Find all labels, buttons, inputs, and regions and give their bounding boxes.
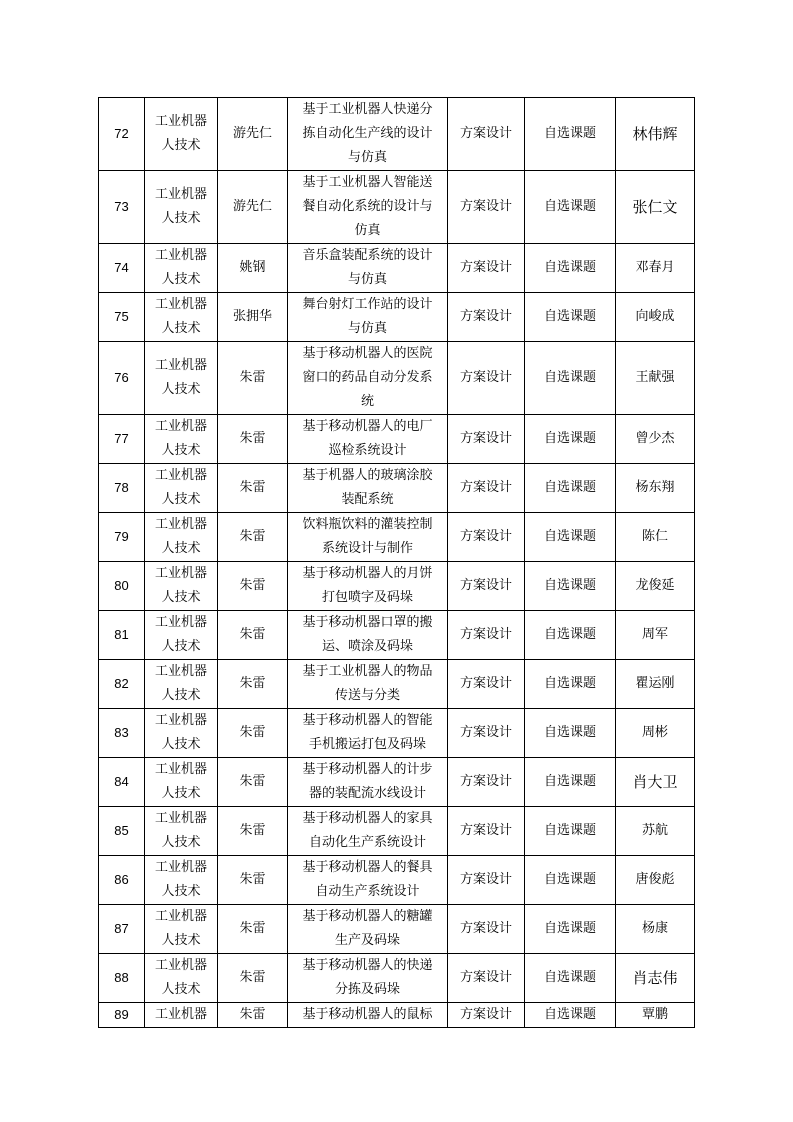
row-number bbox=[99, 415, 145, 464]
topic-source-cell bbox=[525, 293, 616, 342]
topic-type-cell bbox=[448, 244, 525, 293]
student-cell bbox=[616, 905, 695, 954]
student-cell-text: 苏航 bbox=[641, 823, 668, 838]
major-cell-text: 工业机器 人技术 bbox=[154, 566, 207, 605]
row-number bbox=[99, 905, 145, 954]
student-cell bbox=[616, 171, 695, 244]
row-number-text: 76 bbox=[114, 370, 129, 385]
topic-type-cell bbox=[448, 171, 525, 244]
major-cell bbox=[145, 244, 218, 293]
student-cell bbox=[616, 562, 695, 611]
row-number-text: 86 bbox=[114, 872, 129, 887]
teacher-cell-text: 朱雷 bbox=[239, 725, 266, 740]
topic-title-cell bbox=[288, 758, 448, 807]
topic-source-cell-text: 自选课题 bbox=[543, 578, 596, 593]
table-row bbox=[99, 415, 695, 464]
row-number bbox=[99, 709, 145, 758]
teacher-cell bbox=[218, 342, 288, 415]
row-number bbox=[99, 513, 145, 562]
teacher-cell bbox=[218, 562, 288, 611]
topic-title-cell bbox=[288, 807, 448, 856]
topic-title-cell-text: 基于移动机器人的快递 分拣及码垛 bbox=[302, 958, 433, 997]
major-cell-text: 工业机器 人技术 bbox=[154, 517, 207, 556]
topic-source-cell-text: 自选课题 bbox=[543, 529, 596, 544]
major-cell bbox=[145, 98, 218, 171]
topic-type-cell-text: 方案设计 bbox=[459, 872, 512, 887]
row-number-text: 74 bbox=[114, 260, 129, 275]
student-cell-text: 王献强 bbox=[635, 370, 675, 385]
topic-title-cell bbox=[288, 98, 448, 171]
major-cell bbox=[145, 415, 218, 464]
topic-source-cell bbox=[525, 1003, 616, 1028]
topic-title-cell-text: 基于工业机器人智能送 餐自动化系统的设计与 仿真 bbox=[302, 175, 433, 238]
table-row bbox=[99, 905, 695, 954]
table-row bbox=[99, 98, 695, 171]
topic-type-cell-text: 方案设计 bbox=[459, 480, 512, 495]
table-row bbox=[99, 709, 695, 758]
topic-title-cell-text: 饮料瓶饮料的灌装控制 系统设计与制作 bbox=[302, 517, 433, 556]
topic-source-cell-text: 自选课题 bbox=[543, 823, 596, 838]
major-cell bbox=[145, 293, 218, 342]
row-number bbox=[99, 244, 145, 293]
student-cell bbox=[616, 807, 695, 856]
topic-title-cell bbox=[288, 513, 448, 562]
topic-type-cell bbox=[448, 415, 525, 464]
teacher-cell-text: 姚钢 bbox=[239, 260, 266, 275]
teacher-cell-text: 朱雷 bbox=[239, 676, 266, 691]
topic-title-cell-text: 舞台射灯工作站的设计 与仿真 bbox=[302, 297, 433, 336]
row-number bbox=[99, 293, 145, 342]
student-cell-text: 周彬 bbox=[641, 725, 668, 740]
table-row bbox=[99, 954, 695, 1003]
student-cell-text: 向峻成 bbox=[635, 309, 675, 324]
topic-title-cell-text: 基于机器人的玻璃涂胶 装配系统 bbox=[302, 468, 433, 507]
topic-title-cell bbox=[288, 856, 448, 905]
student-cell-text: 唐俊彪 bbox=[635, 872, 675, 887]
teacher-cell bbox=[218, 244, 288, 293]
topic-type-cell bbox=[448, 660, 525, 709]
topic-title-cell-text: 基于移动机器人的月饼 打包喷字及码垛 bbox=[302, 566, 433, 605]
student-cell bbox=[616, 954, 695, 1003]
student-cell bbox=[616, 709, 695, 758]
topic-title-cell-text: 基于工业机器人的物品 传送与分类 bbox=[302, 664, 433, 703]
student-cell-text: 肖大卫 bbox=[632, 773, 678, 791]
topic-type-cell bbox=[448, 1003, 525, 1028]
major-cell-text: 工业机器 人技术 bbox=[154, 762, 207, 801]
topic-type-cell-text: 方案设计 bbox=[459, 199, 512, 214]
topic-source-cell bbox=[525, 464, 616, 513]
topic-title-cell-text: 基于移动机器人的医院 窗口的药品自动分发系 统 bbox=[302, 346, 433, 409]
row-number-text: 73 bbox=[114, 199, 129, 214]
topic-title-cell bbox=[288, 660, 448, 709]
student-cell-text: 龙俊延 bbox=[635, 578, 675, 593]
topic-title-cell-text: 基于移动机器口罩的搬 运、喷涂及码垛 bbox=[302, 615, 433, 654]
topic-type-cell bbox=[448, 98, 525, 171]
teacher-cell-text: 朱雷 bbox=[239, 480, 266, 495]
student-cell-text: 覃鹏 bbox=[641, 1007, 668, 1022]
topic-type-cell-text: 方案设计 bbox=[459, 578, 512, 593]
teacher-cell bbox=[218, 464, 288, 513]
major-cell-text: 工业机器 人技术 bbox=[154, 713, 207, 752]
topic-type-cell-text: 方案设计 bbox=[459, 921, 512, 936]
student-cell-text: 杨东翔 bbox=[635, 480, 675, 495]
topic-source-cell bbox=[525, 758, 616, 807]
student-cell-text: 瞿运刚 bbox=[635, 676, 675, 691]
major-cell-text: 工业机器 人技术 bbox=[154, 860, 207, 899]
major-cell bbox=[145, 660, 218, 709]
teacher-cell-text: 朱雷 bbox=[239, 431, 266, 446]
student-cell-text: 张仁文 bbox=[632, 198, 678, 216]
topic-source-cell bbox=[525, 98, 616, 171]
major-cell bbox=[145, 807, 218, 856]
topic-source-cell bbox=[525, 244, 616, 293]
row-number-text: 85 bbox=[114, 823, 129, 838]
topic-type-cell-text: 方案设计 bbox=[459, 970, 512, 985]
major-cell bbox=[145, 464, 218, 513]
topic-source-cell bbox=[525, 807, 616, 856]
topic-type-cell-text: 方案设计 bbox=[459, 529, 512, 544]
topic-source-cell bbox=[525, 513, 616, 562]
teacher-cell bbox=[218, 513, 288, 562]
topic-type-cell-text: 方案设计 bbox=[459, 823, 512, 838]
major-cell bbox=[145, 905, 218, 954]
major-cell-text: 工业机器 人技术 bbox=[154, 909, 207, 948]
student-cell-text: 陈仁 bbox=[641, 529, 668, 544]
teacher-cell bbox=[218, 807, 288, 856]
topic-title-cell bbox=[288, 415, 448, 464]
topic-type-cell bbox=[448, 464, 525, 513]
topic-type-cell bbox=[448, 342, 525, 415]
topic-source-cell bbox=[525, 171, 616, 244]
student-cell bbox=[616, 1003, 695, 1028]
row-number bbox=[99, 464, 145, 513]
topic-source-cell bbox=[525, 562, 616, 611]
topic-title-cell-text: 基于移动机器人的计步 器的装配流水线设计 bbox=[302, 762, 433, 801]
major-cell-text: 工业机器 人技术 bbox=[154, 615, 207, 654]
student-cell bbox=[616, 464, 695, 513]
major-cell-text: 工业机器 人技术 bbox=[154, 358, 207, 397]
topic-source-cell bbox=[525, 342, 616, 415]
topic-type-cell-text: 方案设计 bbox=[459, 431, 512, 446]
major-cell-text: 工业机器 人技术 bbox=[154, 958, 207, 997]
teacher-cell-text: 朱雷 bbox=[239, 529, 266, 544]
table-row bbox=[99, 171, 695, 244]
major-cell-text: 工业机器 人技术 bbox=[154, 187, 207, 226]
teacher-cell-text: 朱雷 bbox=[239, 921, 266, 936]
topic-type-cell-text: 方案设计 bbox=[459, 725, 512, 740]
topic-type-cell bbox=[448, 856, 525, 905]
student-cell bbox=[616, 611, 695, 660]
teacher-cell bbox=[218, 171, 288, 244]
major-cell bbox=[145, 171, 218, 244]
topic-title-cell bbox=[288, 464, 448, 513]
topic-source-cell-text: 自选课题 bbox=[543, 921, 596, 936]
topic-source-cell-text: 自选课题 bbox=[543, 676, 596, 691]
topic-type-cell-text: 方案设计 bbox=[459, 676, 512, 691]
table-row bbox=[99, 244, 695, 293]
student-cell bbox=[616, 98, 695, 171]
table-row bbox=[99, 856, 695, 905]
topic-title-cell-text: 基于移动机器人的糖罐 生产及码垛 bbox=[302, 909, 433, 948]
topic-source-cell-text: 自选课题 bbox=[543, 872, 596, 887]
table-row bbox=[99, 660, 695, 709]
row-number bbox=[99, 611, 145, 660]
table-body bbox=[99, 98, 695, 1028]
topic-type-cell bbox=[448, 293, 525, 342]
major-cell bbox=[145, 513, 218, 562]
major-cell-text: 工业机器 人技术 bbox=[154, 297, 207, 336]
major-cell-text: 工业机器 人技术 bbox=[154, 468, 207, 507]
row-number bbox=[99, 758, 145, 807]
row-number-text: 79 bbox=[114, 529, 129, 544]
major-cell-text: 工业机器 bbox=[154, 1007, 207, 1022]
thesis-topic-table bbox=[98, 97, 695, 1028]
topic-source-cell-text: 自选课题 bbox=[543, 260, 596, 275]
row-number bbox=[99, 807, 145, 856]
topic-type-cell-text: 方案设计 bbox=[459, 774, 512, 789]
student-cell bbox=[616, 415, 695, 464]
row-number bbox=[99, 562, 145, 611]
topic-source-cell-text: 自选课题 bbox=[543, 480, 596, 495]
topic-source-cell bbox=[525, 954, 616, 1003]
row-number-text: 72 bbox=[114, 126, 129, 141]
table-row bbox=[99, 293, 695, 342]
row-number-text: 89 bbox=[114, 1007, 129, 1022]
topic-type-cell-text: 方案设计 bbox=[459, 126, 512, 141]
topic-title-cell-text: 基于移动机器人的电厂 巡检系统设计 bbox=[302, 419, 433, 458]
student-cell bbox=[616, 244, 695, 293]
teacher-cell bbox=[218, 758, 288, 807]
student-cell bbox=[616, 342, 695, 415]
teacher-cell bbox=[218, 709, 288, 758]
row-number bbox=[99, 954, 145, 1003]
major-cell-text: 工业机器 人技术 bbox=[154, 114, 207, 153]
topic-title-cell bbox=[288, 244, 448, 293]
major-cell bbox=[145, 954, 218, 1003]
student-cell-text: 邓春月 bbox=[635, 260, 675, 275]
topic-title-cell bbox=[288, 611, 448, 660]
teacher-cell bbox=[218, 905, 288, 954]
topic-source-cell-text: 自选课题 bbox=[543, 627, 596, 642]
major-cell bbox=[145, 709, 218, 758]
topic-type-cell bbox=[448, 807, 525, 856]
student-cell-text: 曾少杰 bbox=[635, 431, 675, 446]
major-cell bbox=[145, 342, 218, 415]
table-row bbox=[99, 611, 695, 660]
topic-title-cell-text: 基于移动机器人的家具 自动化生产系统设计 bbox=[302, 811, 433, 850]
row-number-text: 83 bbox=[114, 725, 129, 740]
table-row bbox=[99, 1003, 695, 1028]
row-number bbox=[99, 660, 145, 709]
student-cell bbox=[616, 856, 695, 905]
topic-title-cell bbox=[288, 171, 448, 244]
teacher-cell-text: 朱雷 bbox=[239, 872, 266, 887]
row-number bbox=[99, 856, 145, 905]
major-cell-text: 工业机器 人技术 bbox=[154, 664, 207, 703]
row-number-text: 80 bbox=[114, 578, 129, 593]
student-cell bbox=[616, 758, 695, 807]
student-cell bbox=[616, 513, 695, 562]
table-row bbox=[99, 758, 695, 807]
topic-source-cell bbox=[525, 709, 616, 758]
topic-title-cell-text: 基于移动机器人的鼠标 bbox=[302, 1007, 433, 1022]
row-number-text: 77 bbox=[114, 431, 129, 446]
topic-title-cell-text: 音乐盒装配系统的设计 与仿真 bbox=[302, 248, 433, 287]
table-row bbox=[99, 562, 695, 611]
teacher-cell bbox=[218, 856, 288, 905]
topic-source-cell-text: 自选课题 bbox=[543, 774, 596, 789]
student-cell-text: 林伟辉 bbox=[632, 125, 678, 143]
teacher-cell-text: 游先仁 bbox=[232, 126, 272, 141]
topic-title-cell bbox=[288, 1003, 448, 1028]
topic-source-cell bbox=[525, 611, 616, 660]
table-row bbox=[99, 342, 695, 415]
topic-source-cell bbox=[525, 660, 616, 709]
student-cell-text: 周军 bbox=[641, 627, 668, 642]
topic-source-cell-text: 自选课题 bbox=[543, 370, 596, 385]
topic-source-cell-text: 自选课题 bbox=[543, 199, 596, 214]
teacher-cell bbox=[218, 415, 288, 464]
student-cell-text: 杨康 bbox=[641, 921, 668, 936]
topic-title-cell-text: 基于移动机器人的智能 手机搬运打包及码垛 bbox=[302, 713, 433, 752]
topic-title-cell bbox=[288, 709, 448, 758]
topic-title-cell bbox=[288, 293, 448, 342]
teacher-cell bbox=[218, 1003, 288, 1028]
teacher-cell-text: 张拥华 bbox=[232, 309, 272, 324]
topic-source-cell-text: 自选课题 bbox=[543, 126, 596, 141]
student-cell bbox=[616, 660, 695, 709]
row-number-text: 84 bbox=[114, 774, 129, 789]
topic-type-cell-text: 方案设计 bbox=[459, 370, 512, 385]
teacher-cell-text: 游先仁 bbox=[232, 199, 272, 214]
row-number-text: 81 bbox=[114, 627, 129, 642]
teacher-cell bbox=[218, 98, 288, 171]
topic-source-cell bbox=[525, 856, 616, 905]
teacher-cell bbox=[218, 954, 288, 1003]
major-cell-text: 工业机器 人技术 bbox=[154, 248, 207, 287]
teacher-cell bbox=[218, 611, 288, 660]
teacher-cell-text: 朱雷 bbox=[239, 370, 266, 385]
topic-title-cell bbox=[288, 562, 448, 611]
topic-type-cell bbox=[448, 709, 525, 758]
teacher-cell bbox=[218, 293, 288, 342]
teacher-cell-text: 朱雷 bbox=[239, 627, 266, 642]
topic-source-cell-text: 自选课题 bbox=[543, 309, 596, 324]
row-number-text: 88 bbox=[114, 970, 129, 985]
major-cell-text: 工业机器 人技术 bbox=[154, 419, 207, 458]
row-number-text: 78 bbox=[114, 480, 129, 495]
table-row bbox=[99, 513, 695, 562]
row-number bbox=[99, 342, 145, 415]
teacher-cell bbox=[218, 660, 288, 709]
topic-title-cell-text: 基于工业机器人快递分 拣自动化生产线的设计 与仿真 bbox=[302, 102, 433, 165]
row-number bbox=[99, 98, 145, 171]
row-number bbox=[99, 171, 145, 244]
major-cell-text: 工业机器 人技术 bbox=[154, 811, 207, 850]
topic-type-cell-text: 方案设计 bbox=[459, 260, 512, 275]
table-row bbox=[99, 464, 695, 513]
topic-type-cell bbox=[448, 513, 525, 562]
topic-source-cell-text: 自选课题 bbox=[543, 431, 596, 446]
topic-source-cell-text: 自选课题 bbox=[543, 970, 596, 985]
topic-title-cell bbox=[288, 905, 448, 954]
topic-type-cell bbox=[448, 758, 525, 807]
topic-type-cell-text: 方案设计 bbox=[459, 627, 512, 642]
topic-type-cell bbox=[448, 905, 525, 954]
topic-title-cell bbox=[288, 342, 448, 415]
major-cell bbox=[145, 562, 218, 611]
topic-type-cell-text: 方案设计 bbox=[459, 1007, 512, 1022]
row-number bbox=[99, 1003, 145, 1028]
row-number-text: 82 bbox=[114, 676, 129, 691]
row-number-text: 87 bbox=[114, 921, 129, 936]
major-cell bbox=[145, 611, 218, 660]
teacher-cell-text: 朱雷 bbox=[239, 774, 266, 789]
major-cell bbox=[145, 1003, 218, 1028]
topic-source-cell bbox=[525, 415, 616, 464]
major-cell bbox=[145, 856, 218, 905]
major-cell bbox=[145, 758, 218, 807]
teacher-cell-text: 朱雷 bbox=[239, 823, 266, 838]
topic-title-cell-text: 基于移动机器人的餐具 自动生产系统设计 bbox=[302, 860, 433, 899]
teacher-cell-text: 朱雷 bbox=[239, 970, 266, 985]
topic-source-cell bbox=[525, 905, 616, 954]
topic-type-cell bbox=[448, 954, 525, 1003]
teacher-cell-text: 朱雷 bbox=[239, 1007, 266, 1022]
topic-title-cell bbox=[288, 954, 448, 1003]
student-cell bbox=[616, 293, 695, 342]
student-cell-text: 肖志伟 bbox=[632, 969, 678, 987]
topic-source-cell-text: 自选课题 bbox=[543, 725, 596, 740]
topic-source-cell-text: 自选课题 bbox=[543, 1007, 596, 1022]
topic-type-cell-text: 方案设计 bbox=[459, 309, 512, 324]
row-number-text: 75 bbox=[114, 309, 129, 324]
topic-type-cell bbox=[448, 611, 525, 660]
table-row bbox=[99, 807, 695, 856]
topic-type-cell bbox=[448, 562, 525, 611]
teacher-cell-text: 朱雷 bbox=[239, 578, 266, 593]
